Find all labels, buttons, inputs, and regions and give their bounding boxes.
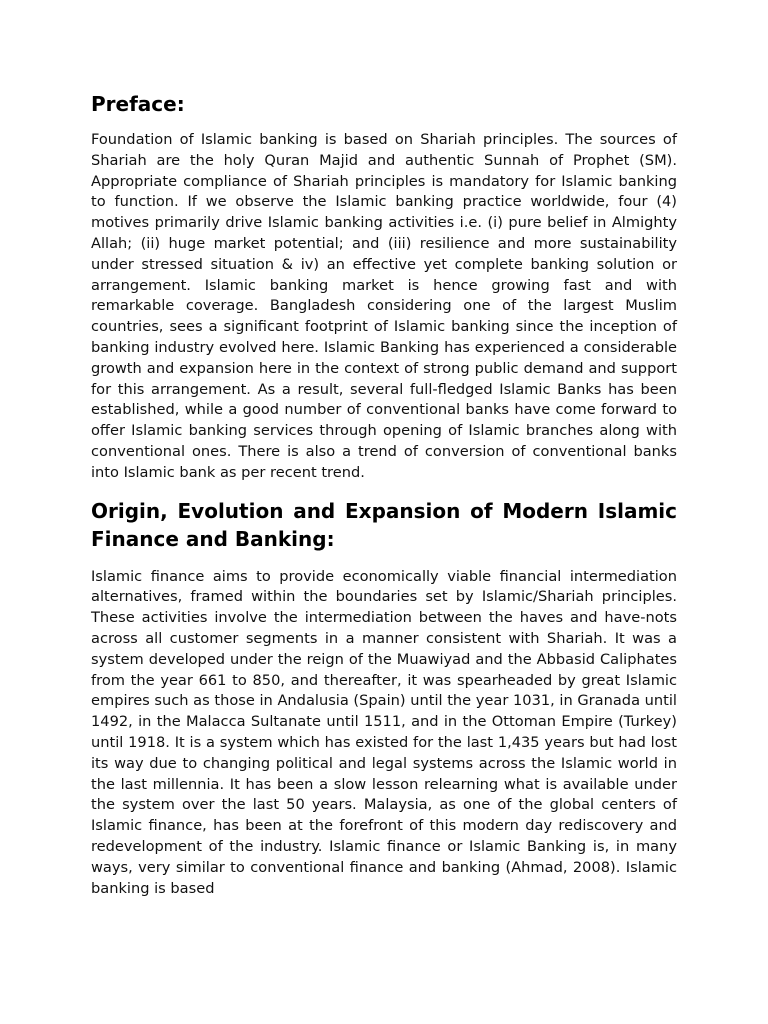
preface-heading: Preface: xyxy=(91,92,185,116)
document-page xyxy=(91,90,677,899)
origin-heading: Origin, Evolution and Expansion of Modern Islamic Finance and Banking: xyxy=(91,498,677,551)
preface-paragraph: Foundation of Islamic banking is based on Shariah principles. The sources of Shariah are the holy Quran Majid and authentic Sunnah of Prophet (SM). Appropriate compliance of Shariah principles is mandatory for Islamic banking to function. If we observe the Islamic banking practice worldwide, four (4) motives primarily drive Islamic banking activities i.e. (i) pure belief in Almighty Allah; (ii) huge market potential; and (iii) resilience and more sustainability under stressed situation & iv) an effective yet complete banking solution or arrangement. Islamic banking market is hence growing fast and with remarkable coverage. Bangladesh considering one of the largest Muslim countries, sees a significant footprint of Islamic banking since the inception of banking industry evolved here. Islamic Banking has experienced a considerable growth and expansion here in the context of strong public demand and support for this arrangement. As a result, several full-fledged Islamic Banks has been established, while a good number of conventional banks have come forward to offer Islamic banking services through opening of Islamic branches along with conventional ones. There is also a trend of conversion of conventional banks into Islamic bank as per recent trend. xyxy=(91,131,677,481)
origin-paragraph: Islamic finance aims to provide economically viable financial intermediation alternatives, framed within the boundaries set by Islamic/Shariah principles. These activities involve the intermediation between the haves and have-nots across all customer segments in a manner consistent with Shariah. It was a system developed under the reign of the Muawiyad and the Abbasid Caliphates from the year 661 to 850, and thereafter, it was spearheaded by great Islamic empires such as those in Andalusia (Spain) until the year 1031, in Granada until 1492, in the Malacca Sultanate until 1511, and in the Ottoman Empire (Turkey) until 1918. It is a system which has existed for the last 1,435 years but had lost its way due to changing political and legal systems across the Islamic world in the last millennia. It has been a slow lesson relearning what is available under the system over the last 50 years. Malaysia, as one of the global centers of Islamic finance, has been at the forefront of this modern day rediscovery and redevelopment of the industry. Islamic finance or Islamic Banking is, in many ways, very similar to conventional finance and banking (Ahmad, 2008). Islamic banking is based xyxy=(91,567,677,897)
